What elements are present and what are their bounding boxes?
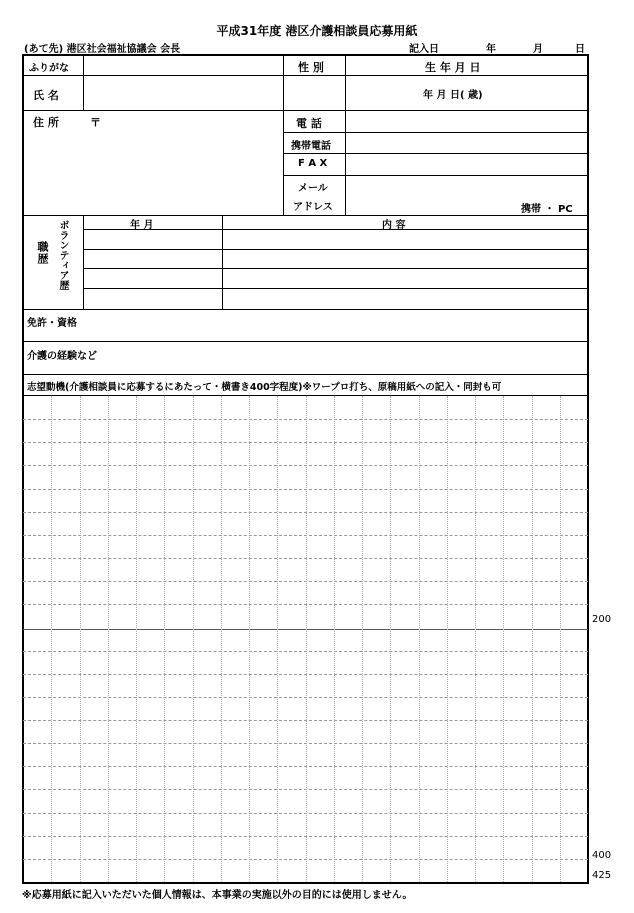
grid-col-line (221, 396, 222, 882)
grid-col-line (164, 396, 165, 882)
grid-col-line (51, 396, 52, 882)
entry-date-month: 月 (533, 44, 543, 55)
grid-col-line (475, 396, 476, 882)
grid-col-line (277, 396, 278, 882)
grid-col-line (306, 396, 307, 882)
mail-label-1: メール (298, 183, 328, 194)
grid-col-line (560, 396, 561, 882)
career-label: 職歴 (36, 241, 49, 265)
grid-col-line (503, 396, 504, 882)
care-experience-label: 介護の経験など (27, 351, 97, 362)
mail-label-2: アドレス (293, 202, 333, 213)
grid-col-line (193, 396, 194, 882)
grid-col-line (249, 396, 250, 882)
grid-col-line (136, 396, 137, 882)
mail-choice: 携帯 ・ PC (521, 204, 573, 215)
mobile-label: 携帯電話 (291, 141, 331, 152)
privacy-note: ※応募用紙に記入いただいた個人情報は、本事業の実施以外の目的には使用しません。 (22, 890, 413, 901)
grid-col-line (390, 396, 391, 882)
grid-col-line (362, 396, 363, 882)
gender-label: 性 別 (298, 61, 324, 74)
volunteer-label: ボランティア歴 (57, 220, 68, 290)
license-label: 免許・資格 (27, 318, 77, 329)
count-200: 200 (592, 614, 612, 625)
birth-header: 生 年 月 日 (425, 61, 481, 74)
motivation-label: 志望動機(介護相談員に応募するにあたって・横書き400字程度)※ワープロ打ち、原稿用紙への記入・同封も可 (27, 382, 502, 393)
grid-col-line (419, 396, 420, 882)
fax-label: F A X (298, 158, 328, 169)
entry-date-year: 年 (486, 44, 496, 55)
count-400: 400 (592, 850, 612, 861)
furigana-label: ふりがな (29, 63, 69, 74)
grid-col-line (532, 396, 533, 882)
grid-col-line (80, 396, 81, 882)
postal-mark: 〒 (90, 116, 101, 129)
entry-date-day: 日 (575, 44, 585, 55)
grid-col-line (334, 396, 335, 882)
grid-col-line (108, 396, 109, 882)
page-title: 平成31年度 港区介護相談員応募用紙 (216, 24, 418, 38)
name-label: 氏 名 (33, 89, 59, 102)
address-label: 住 所 (33, 116, 59, 129)
phone-label: 電 話 (296, 117, 322, 130)
entry-date-label: 記入日 (409, 44, 439, 55)
grid-col-line (447, 396, 448, 882)
count-425: 425 (592, 870, 612, 881)
career-col-date: 年 月 (130, 220, 154, 231)
recipient: (あて先) 港区社会福祉協議会 会長 (24, 44, 181, 55)
career-col-content: 内 容 (382, 220, 406, 231)
birth-value: 年 月 日( 歳) (423, 90, 483, 101)
